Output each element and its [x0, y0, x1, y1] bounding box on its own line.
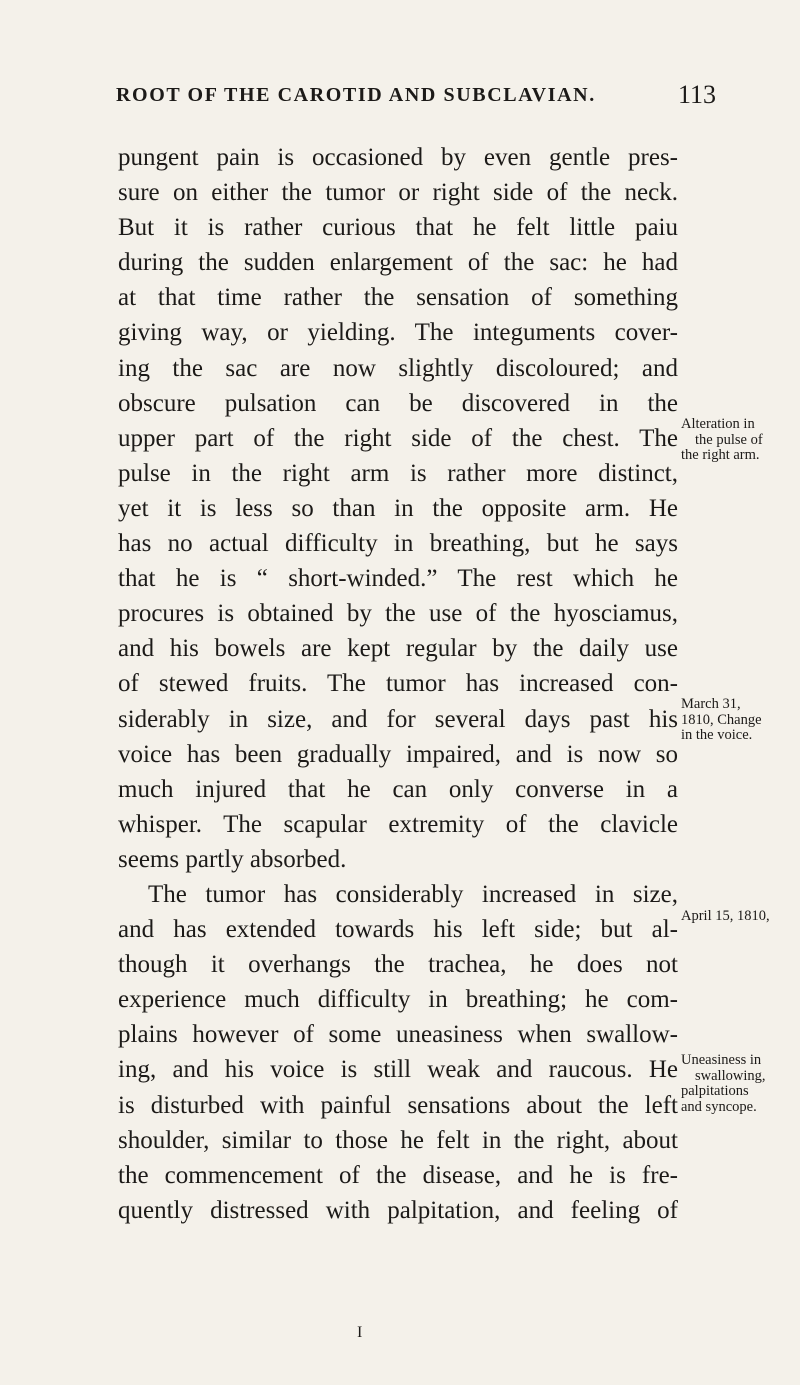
- text-line: ing the sac are now slightly discoloured; and: [118, 354, 678, 382]
- text-line: The tumor has considerably increased in size,: [148, 880, 678, 908]
- margin-note-line: in the voice.: [681, 727, 753, 743]
- text-line: experience much difficulty in breathing; he com-: [118, 986, 678, 1014]
- margin-note-line: March 31,: [681, 696, 741, 712]
- text-line: the commencement of the disease, and he is fre-: [118, 1161, 678, 1189]
- text-line: procures is obtained by the use of the hyosciamus,: [118, 600, 678, 628]
- text-line: much injured that he can only converse in a: [118, 775, 678, 803]
- text-line: seems partly absorbed.: [118, 845, 347, 873]
- text-line: that he is “ short-winded.” The rest which he: [118, 565, 678, 593]
- text-line: siderably in size, and for several days past his: [118, 705, 678, 733]
- text-line: upper part of the right side of the chest. The: [118, 424, 678, 452]
- text-line: voice has been gradually impaired, and is now so: [118, 740, 678, 768]
- margin-note-uneasiness: [681, 1053, 799, 1115]
- margin-note-march: [681, 697, 799, 744]
- text-line: at that time rather the sensation of something: [118, 284, 678, 312]
- margin-note-line: April 15, 1810,: [681, 908, 770, 924]
- text-line: whisper. The scapular extremity of the clavicle: [118, 810, 678, 838]
- text-line: plains however of some uneasiness when swallow-: [118, 1021, 678, 1049]
- margin-note-line: and syncope.: [681, 1098, 757, 1115]
- margin-note-line: the right arm.: [681, 447, 760, 463]
- margin-note-line: 1810, Change: [681, 711, 762, 728]
- text-line: pungent pain is occasioned by even gentle pres-: [118, 144, 678, 171]
- running-title: ROOT OF THE CAROTID AND SUBCLAVIAN.: [116, 84, 596, 106]
- margin-note-line: the pulse of: [695, 431, 763, 448]
- text-line: of stewed fruits. The tumor has increased con-: [118, 670, 678, 698]
- running-head: [116, 80, 716, 110]
- page-number: 113: [677, 80, 716, 109]
- text-line: has no actual difficulty in breathing, but he says: [118, 530, 678, 558]
- text-line: quently distressed with palpitation, and feeling of: [118, 1196, 678, 1224]
- margin-note-alteration: [681, 417, 799, 464]
- body-text: [118, 140, 678, 1228]
- signature-mark: I: [357, 1324, 363, 1341]
- text-line: pulse in the right arm is rather more distinct,: [118, 459, 678, 487]
- text-line: and has extended towards his left side; but al-: [118, 916, 678, 944]
- text-line: though it overhangs the trachea, he does not: [118, 951, 678, 979]
- text-line: obscure pulsation can be discovered in the: [118, 389, 678, 417]
- text-line: sure on either the tumor or right side of the neck.: [118, 179, 678, 207]
- text-line: ing, and his voice is still weak and raucous. He: [118, 1056, 678, 1084]
- text-line: and his bowels are kept regular by the daily use: [118, 635, 678, 663]
- margin-note-line: palpitations: [681, 1083, 749, 1099]
- margin-note-line: Uneasiness in: [681, 1052, 762, 1068]
- text-line: during the sudden enlargement of the sac: he had: [118, 249, 678, 277]
- margin-note-april: [681, 909, 799, 925]
- text-line: But it is rather curious that he felt little paiu: [118, 214, 678, 242]
- text-line: is disturbed with painful sensations about the left: [118, 1091, 678, 1119]
- text-line: yet it is less so than in the opposite arm. He: [118, 494, 678, 522]
- margin-note-line: swallowing,: [695, 1067, 766, 1084]
- text-line: shoulder, similar to those he felt in the right, about: [118, 1126, 678, 1154]
- text-line: giving way, or yielding. The integuments cover-: [118, 319, 678, 347]
- margin-note-line: Alteration in: [681, 416, 755, 432]
